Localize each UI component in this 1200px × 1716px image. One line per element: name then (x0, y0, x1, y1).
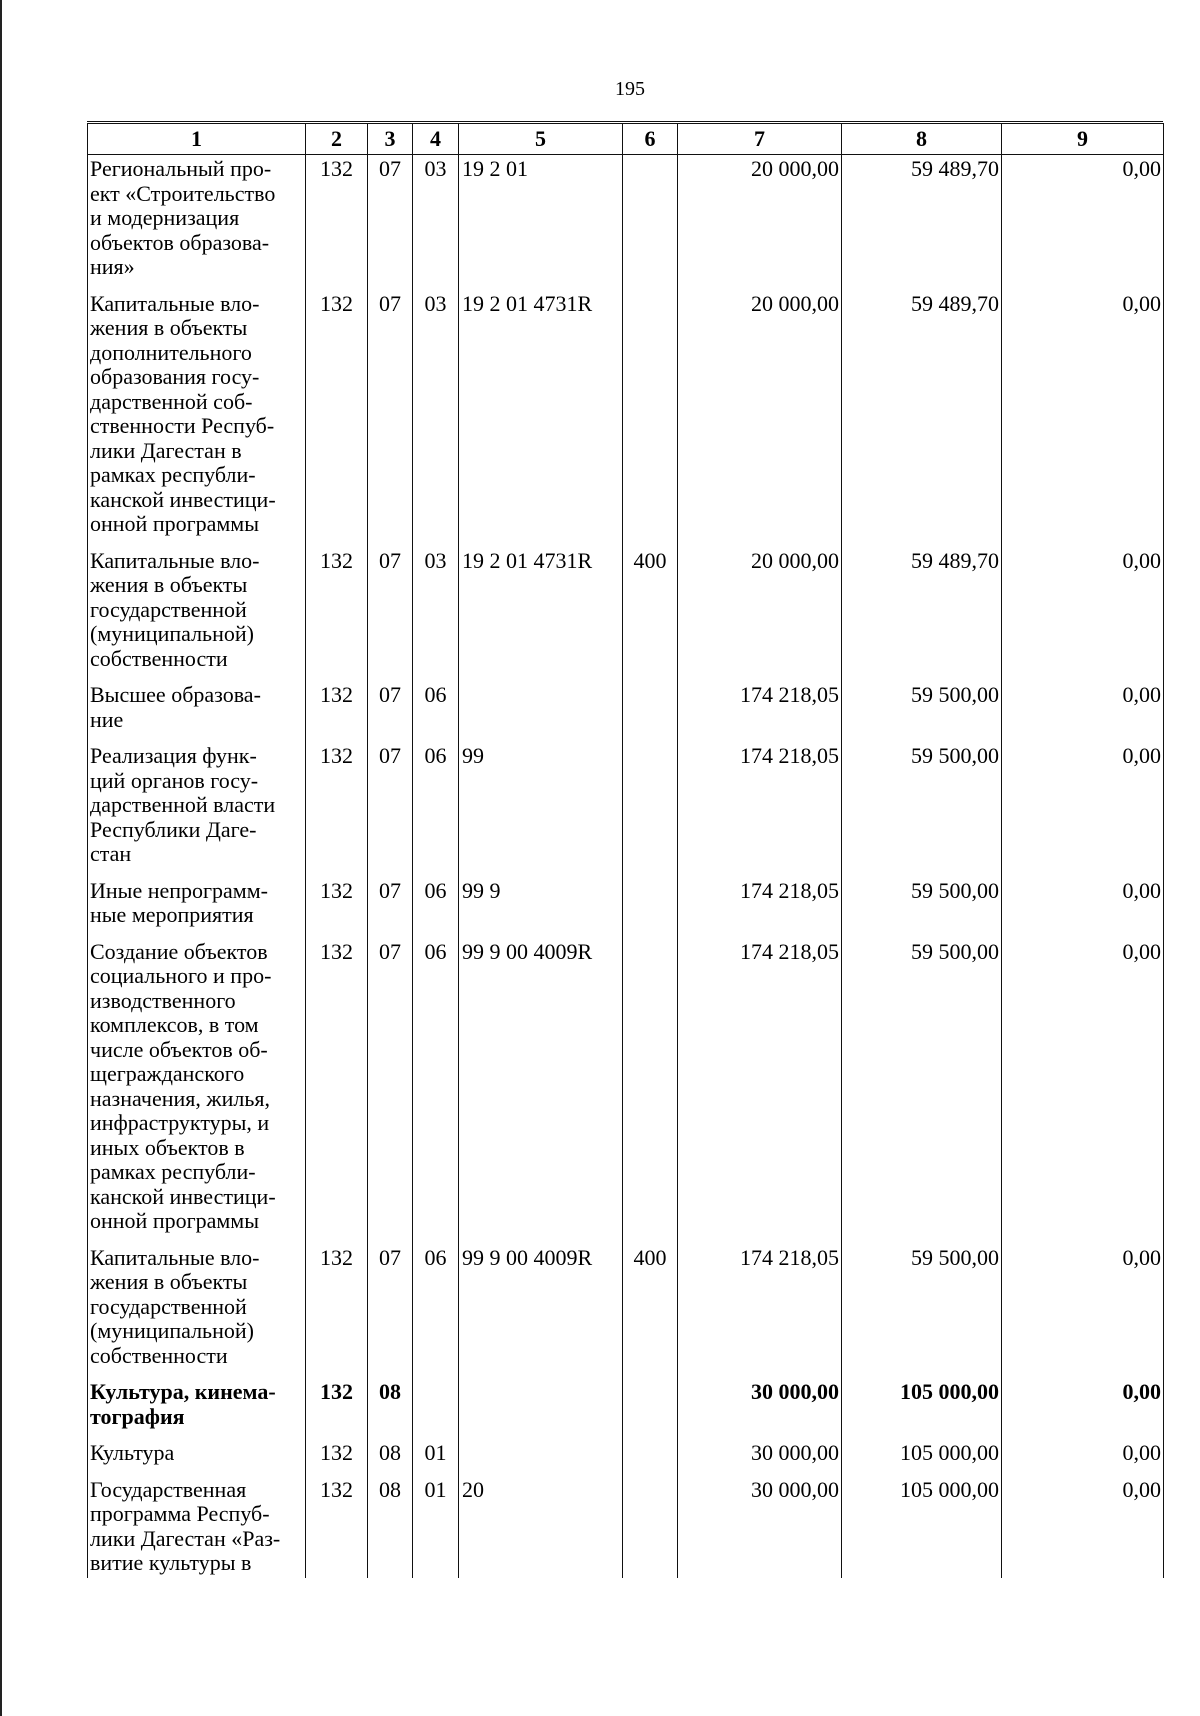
row-col-6 (623, 742, 678, 877)
row-col-6 (623, 938, 678, 1244)
header-rule (87, 121, 1163, 122)
row-col-6 (623, 681, 678, 742)
row-col-4: 01 (413, 1476, 459, 1578)
row-col-8: 59 500,00 (842, 742, 1002, 877)
header-row (88, 124, 1164, 155)
row-col-4 (413, 1378, 459, 1439)
table-row (88, 938, 1164, 1244)
row-col-4: 06 (413, 1244, 459, 1379)
row-col-7: 174 218,05 (678, 1244, 842, 1379)
row-col-3: 08 (368, 1476, 413, 1578)
budget-table (87, 123, 1164, 1578)
row-col-8: 105 000,00 (842, 1439, 1002, 1476)
row-col-3: 08 (368, 1439, 413, 1476)
row-col-2: 132 (306, 1244, 368, 1379)
row-col-8: 59 500,00 (842, 681, 1002, 742)
row-col-9: 0,00 (1002, 155, 1164, 290)
row-col-5: 19 2 01 (459, 155, 623, 290)
row-name: Капитальные вло- жения в объекты государственной (муниципальной) собственности (88, 547, 306, 682)
row-col-2: 132 (306, 155, 368, 290)
row-name: Культура, кинема- тография (88, 1378, 306, 1439)
row-col-5: 99 9 00 4009R (459, 1244, 623, 1379)
table-row (88, 547, 1164, 682)
row-col-2: 132 (306, 681, 368, 742)
row-col-6 (623, 1439, 678, 1476)
table-row (88, 877, 1164, 938)
row-col-5: 19 2 01 4731R (459, 547, 623, 682)
row-col-9: 0,00 (1002, 938, 1164, 1244)
row-col-5 (459, 1439, 623, 1476)
row-col-5: 20 (459, 1476, 623, 1578)
row-col-2: 132 (306, 290, 368, 547)
table-row (88, 1439, 1164, 1476)
table-body (88, 155, 1164, 1578)
row-name: Реализация функ- ций органов госу- дарственной власти Республики Даге- стан (88, 742, 306, 877)
row-name: Региональный про- ект «Строительство и модернизация объектов образова- ния» (88, 155, 306, 290)
row-col-4: 06 (413, 681, 459, 742)
row-col-4: 06 (413, 742, 459, 877)
column-header-8: 8 (842, 124, 1002, 155)
row-col-9: 0,00 (1002, 547, 1164, 682)
row-col-5: 99 (459, 742, 623, 877)
row-name: Иные непрограмм- ные мероприятия (88, 877, 306, 938)
row-col-2: 132 (306, 547, 368, 682)
page-number: 195 (615, 78, 645, 100)
row-col-7: 174 218,05 (678, 938, 842, 1244)
row-col-3: 07 (368, 938, 413, 1244)
row-col-7: 30 000,00 (678, 1378, 842, 1439)
row-col-3: 07 (368, 877, 413, 938)
row-col-8: 105 000,00 (842, 1378, 1002, 1439)
column-header-6: 6 (623, 124, 678, 155)
row-col-2: 132 (306, 938, 368, 1244)
table-row (88, 681, 1164, 742)
row-col-3: 07 (368, 290, 413, 547)
row-col-3: 07 (368, 1244, 413, 1379)
row-name: Капитальные вло- жения в объекты государственной (муниципальной) собственности (88, 1244, 306, 1379)
table-row (88, 1378, 1164, 1439)
column-header-7: 7 (678, 124, 842, 155)
row-col-9: 0,00 (1002, 681, 1164, 742)
row-col-4: 03 (413, 547, 459, 682)
row-col-9: 0,00 (1002, 1378, 1164, 1439)
row-col-9: 0,00 (1002, 1244, 1164, 1379)
row-col-9: 0,00 (1002, 1439, 1164, 1476)
row-col-3: 07 (368, 547, 413, 682)
row-col-5 (459, 681, 623, 742)
row-name: Капитальные вло- жения в объекты дополнительного образования госу- дарственной соб- ственности Респуб- лики Дагестан в рамках республи- канской инвестици- онной программы (88, 290, 306, 547)
row-col-6: 400 (623, 547, 678, 682)
row-col-7: 20 000,00 (678, 547, 842, 682)
row-col-3: 07 (368, 742, 413, 877)
row-col-5 (459, 1378, 623, 1439)
row-col-6: 400 (623, 1244, 678, 1379)
row-col-7: 174 218,05 (678, 681, 842, 742)
table-header (88, 124, 1164, 155)
row-col-2: 132 (306, 1378, 368, 1439)
column-header-3: 3 (368, 124, 413, 155)
table-row (88, 742, 1164, 877)
row-col-2: 132 (306, 877, 368, 938)
row-col-8: 59 489,70 (842, 155, 1002, 290)
column-header-9: 9 (1002, 124, 1164, 155)
row-col-8: 59 500,00 (842, 1244, 1002, 1379)
row-col-9: 0,00 (1002, 290, 1164, 547)
table-row (88, 155, 1164, 290)
table-row (88, 1244, 1164, 1379)
row-name: Культура (88, 1439, 306, 1476)
row-col-5: 19 2 01 4731R (459, 290, 623, 547)
table-row (88, 290, 1164, 547)
row-name: Высшее образова- ние (88, 681, 306, 742)
row-col-4: 06 (413, 938, 459, 1244)
row-col-4: 03 (413, 290, 459, 547)
page-edge (0, 0, 2, 1716)
row-col-9: 0,00 (1002, 742, 1164, 877)
row-col-6 (623, 877, 678, 938)
row-col-7: 174 218,05 (678, 742, 842, 877)
column-header-5: 5 (459, 124, 623, 155)
column-header-1: 1 (88, 124, 306, 155)
row-col-3: 07 (368, 681, 413, 742)
row-col-6 (623, 1378, 678, 1439)
row-name: Государственная программа Респуб- лики Дагестан «Раз- витие культуры в (88, 1476, 306, 1578)
row-col-8: 105 000,00 (842, 1476, 1002, 1578)
row-col-7: 30 000,00 (678, 1439, 842, 1476)
row-col-5: 99 9 00 4009R (459, 938, 623, 1244)
column-header-4: 4 (413, 124, 459, 155)
row-col-6 (623, 155, 678, 290)
row-col-6 (623, 1476, 678, 1578)
row-col-2: 132 (306, 1439, 368, 1476)
row-col-7: 174 218,05 (678, 877, 842, 938)
row-name: Создание объектов социального и про- изводственного комплексов, в том числе объектов об- щегражданского назначения, жилья, инфраструктуры, и иных объектов в рамках республи- канской инвестици- онной программы (88, 938, 306, 1244)
row-col-8: 59 489,70 (842, 290, 1002, 547)
row-col-8: 59 489,70 (842, 547, 1002, 682)
row-col-6 (623, 290, 678, 547)
row-col-7: 30 000,00 (678, 1476, 842, 1578)
table-row (88, 1476, 1164, 1578)
column-header-2: 2 (306, 124, 368, 155)
row-col-8: 59 500,00 (842, 877, 1002, 938)
row-col-4: 01 (413, 1439, 459, 1476)
row-col-3: 08 (368, 1378, 413, 1439)
row-col-7: 20 000,00 (678, 290, 842, 547)
row-col-7: 20 000,00 (678, 155, 842, 290)
row-col-5: 99 9 (459, 877, 623, 938)
row-col-8: 59 500,00 (842, 938, 1002, 1244)
row-col-9: 0,00 (1002, 1476, 1164, 1578)
row-col-9: 0,00 (1002, 877, 1164, 938)
row-col-2: 132 (306, 742, 368, 877)
row-col-3: 07 (368, 155, 413, 290)
row-col-4: 03 (413, 155, 459, 290)
row-col-2: 132 (306, 1476, 368, 1578)
row-col-4: 06 (413, 877, 459, 938)
